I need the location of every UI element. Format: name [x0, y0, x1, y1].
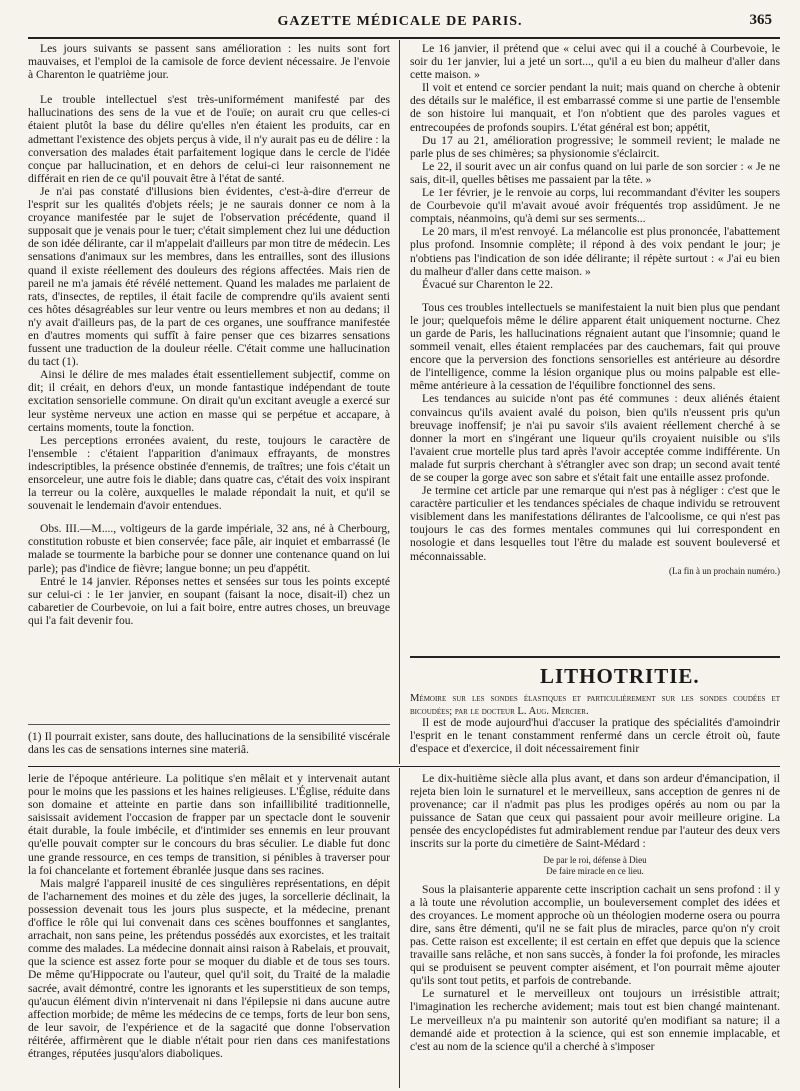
- paragraph: lerie de l'époque antérieure. La politique s'en mêlait et y intervenait autant pour le moins que les passions et les haines religieuses. L'Église, réduite dans son domaine et atteinte en partie dans son infaillibilité traditionnelle, saisissait avidement l'occasion de frapper par un spectacle dont le souvenir était durable, la foule imbécile, et d'intimider ses ennemis en leur prouvant qu'elle pouvait compter sur le concours du bras séculier. Le diable fut donc une grande ressource, en ces temps de transition, si pénibles à traverser pour la foi chancelante et fortement ébranlée jusque dans ses racines.: [28, 772, 390, 877]
- paragraph: Je n'ai pas constaté d'illusions bien évidentes, c'est-à-dire d'erreur de l'esprit sur les qualités d'objets réels; je ne saurais donner ce nom à la croyance manifestée par le sujet de l'observation précédente, quand il supposait que je venais pour le tuer; c'était simplement chez lui une déduction de son idée délirante, car il m'appelait d'ailleurs par mon titre de médecin. Les sensations d'animaux sur les membres, dans les entrailles, sont des illusions quand il existe réellement des douleurs des régions affectées. Mais rien de pareil ne m'a jamais été révélé nettement. Quand les malades me parlaient de rats, d'insectes, de reptiles, il était facile de comprendre qu'ils avaient senti ces hôtes désagréables sur leur ventre ou leurs membres et non au dedans; il n'y avait d'ailleurs pas, de la part de ces organes, une souffrance manifestée en d'autres moments qui suffît à faire penser que ces bizarres sensations fussent une traduction de la douleur réelle. C'était comme une hallucination du tact (1).: [28, 184, 390, 369]
- column-2-top: [410, 42, 780, 578]
- footnote-rule: [28, 724, 390, 725]
- column-divider-bottom: [399, 768, 400, 1088]
- paragraph: Le 20 mars, il m'est renvoyé. La mélancolie est plus prononcée, l'abattement plus profond. Insomnie complète; il répond à des voix pendant le jour; je n'obtiens pas l'indication de son idée délirante; il répète surtout : « J'ai eu bien du malheur d'aller dans cette maison. »: [410, 225, 780, 278]
- paragraph: Tous ces troubles intellectuels se manifestaient la nuit bien plus que pendant le jour; quelquefois même le délire apparent était uniquement nocturne. Chez un garde de Paris, les hallucinations régnaient autant que l'insomnie; quand le sommeil venait, elles étaient remplacées par des cauchemars, fait qui prouve encore que la perversion des fonctions sensorielles est antérieure au désordre de l'intelligence, comme la lésion organique plus ou moins palpable est elle-même antérieure à la cessation de l'équilibre fonctionnel des sens.: [410, 300, 780, 393]
- paragraph: Les tendances au suicide n'ont pas été communes : deux aliénés étaient convaincus qu'ils avaient avalé du poison, bien qu'ils n'eussent pris qu'un breuvage inoffensif; je n'ai pu savoir s'ils avaient réellement cherché à se donner la mort en s'ingérant une liqueur qu'ils croyaient nuisible ou s'ils l'avaient crue mortelle plus tard après l'avoir acceptée comme indifférente. Un malade fut surpris cherchant à s'étrangler avec son drap; un second avait tenté de se couper la gorge avec son sabre et s'était fait une entaille assez profonde.: [410, 392, 780, 484]
- section-title: LITHOTRITIE.: [540, 664, 700, 688]
- column-2-bottom: [410, 772, 780, 1053]
- paragraph: Entré le 14 janvier. Réponses nettes et sensées sur tous les points excepté sur celui-ci : le 1er janvier, en soupant (faisant la noce, disait-il) chez un cabaretier de Courbevoie, on lui a fait boire, entre autres choses, un breuvage qui l'a fait devenir fou.: [28, 574, 390, 627]
- paragraph: Évacué sur Charenton le 22.: [422, 277, 554, 291]
- paragraph: Le 16 janvier, il prétend que « celui avec qui il a couché à Courbevoie, le soir du 1er janvier, lui a jeté un sort..., qu'il a eu bien du malheur d'aller dans cette maison. »: [410, 42, 780, 82]
- quote-line: De faire miracle en ce lieu.: [546, 865, 644, 876]
- section-body: [410, 716, 780, 755]
- paragraph: Le 22, il sourit avec un air confus quand on lui parle de son sorcier : « Je ne sais, dit-il, quelles bêtises me passaient par la tête. »: [410, 159, 780, 186]
- paragraph: Il est de mode aujourd'hui d'accuser la pratique des spécialités d'amoindrir l'esprit en le tenant constamment renfermé dans un cercle étroit où, faute d'espace et d'exercice, il doit nécessairement finir: [410, 716, 780, 756]
- paragraph: Le 1er février, je le renvoie au corps, lui recommandant d'éviter les soupers de Courbevoie qu'il m'avait avoué avoir fréquentés trop assidûment. Je ne comptais, néanmoins, qu'à demi sur ses serments...: [410, 186, 780, 226]
- header-rule: [28, 37, 780, 39]
- paragraph: Mais malgré l'appareil inusité de ces singulières représentations, en dépit de l'acharnement des moines et du zèle des juges, la sorcellerie déclinait, la possession devenait tous les jours plus suspecte, et la médecine, prenant d'office le rôle qui lui convenait dans ces scènes bouffonnes et sanglantes, arrachait, non sans peine, les prétendus possédés aux exorcistes, et les traitait comme des malades. La médecine donnait ainsi raison à Rabelais, et prouvait, que la science est assez forte pour se moquer du diable et de tous ses tours. De même qu'Hippocrate ou l'auteur, quel qu'il soit, du Traité de la maladie sacrée, avait démontré, contre les ignorants et les superstitieux de son temps, qu'aucun élément divin n'intervenait ni dans l'épilepsie ni dans aucune autre affection morbide; de même les médecins de ce temps, forts de leur bon sens, de leur savoir, de l'expérience et de la sagacité que donne l'observation réitérée, affirmèrent que le diable n'était pour rien dans ces manifestations étranges, réputées jusqu'alors diaboliques.: [28, 876, 390, 1060]
- quote-line: De par le roi, défense à Dieu: [543, 854, 647, 865]
- page-number: 365: [749, 12, 772, 28]
- paragraph: Du 17 au 21, amélioration progressive; le sommeil revient; le malade ne parle plus de ses chimères; sa physionomie s'éclaircit.: [410, 133, 780, 160]
- journal-title: GAZETTE MÉDICALE DE PARIS.: [277, 14, 523, 29]
- continuation-note: (La fin à un prochain numéro.): [669, 565, 780, 576]
- paragraph: Les perceptions erronées avaient, du reste, toujours le caractère de l'ensemble : c'étaient l'apparition d'animaux effrayants, de monstres indescriptibles, la présence obstinée d'ennemis, de traîtres; une fois c'était un ensorceleur, une autre fois le diable; dans quatre cas, c'était des voix inspirant la terreur ou la colère, auxquelles le malade répondait la nuit, et qu'il se souvenait le lendemain d'avoir entendues.: [28, 433, 390, 513]
- paragraph: Obs. III.—M...., voltigeurs de la garde impériale, 32 ans, né à Cherbourg, constitution robuste et bien conservée; face pâle, air inquiet et embarrassé (le malade se tourmente la barbiche pour se donner une contenance quand on lui parle); pas d'indice de fièvre; langue bonne; un peu d'appétit.: [28, 522, 390, 575]
- column-1-top: [28, 42, 390, 627]
- section-subtitle: Mémoire sur les sondes élastiques et particulièrement sur les sondes coudées et bicoudées; par le docteur L. Aug. Mercier.: [410, 693, 780, 717]
- paragraph: Il voit et entend ce sorcier pendant la nuit; mais quand on cherche à obtenir des détails sur le maléfice, il est embarrassé comme si une partie de l'ensemble de son histoire lui manquait, et l'on n'obtient que des paroles vagues et entrecoupées de profonds soupirs. L'état général est bon; appétit,: [410, 81, 780, 134]
- column-1-bottom: [28, 772, 390, 1060]
- paragraph: Le trouble intellectuel s'est très-uniformément manifesté par des hallucinations des sens de la vue et de l'ouïe; on aurait cru que celles-ci étaient plutôt la base du délire qu'elles n'en étaient les produits, car en admettant l'existence des objets perçus à vide, il n'y aurait pas eu de délire : la conversation des malades était parfaitement logique dans le cercle de l'idée conçue par hallucination, et en dehors de celui-ci leur raisonnement ne différait en rien de ce qu'il pouvait être à l'état de santé.: [28, 93, 390, 185]
- section-heading: [410, 656, 780, 718]
- paragraph: Je termine cet article par une remarque qui n'est pas à négliger : c'est que le caractère particulier et les tendances spéciales de chaque individu se retrouvent visiblement dans les manifestations délirantes de l'alcoolisme, ce qui n'est pas toujours le cas des formes mentales communes qui lui correspondent en nosologie et dans lesquelles tout l'être du malade est souvent bouleversé et méconnaissable.: [410, 484, 780, 563]
- inscription-quote: [410, 855, 780, 877]
- paragraph: Le dix-huitième siècle alla plus avant, et dans son ardeur d'émancipation, il rejeta bien loin le surnaturel et le merveilleux, sans acception de genres ni de provenance; car il n'admit pas plus les prodiges opérés au nom ou par la puissance de Satan que ceux qui passaient pour avoir meilleure origine. La pensée des encyclopédistes fut admirablement rendue par l'auteur des deux vers inscrits sur la porte du cimetière de Saint-Médard :: [410, 772, 780, 851]
- paragraph: Ainsi le délire de mes malades était essentiellement subjectif, comme on dit; il créait, en dehors d'eux, un monde fantastique indépendant de toute excitation sensorielle commune. On dirait qu'un excitant aveugle a exercé sur leur système nerveux une action en masse qui se perpétue et accapare, à certains moments, toute la fonction.: [28, 368, 390, 434]
- footnote: (1) Il pourrait exister, sans doute, des hallucinations de la sensibilité viscérale dans les cas de sensations internes sine materiâ.: [28, 730, 390, 757]
- column-divider-top: [399, 40, 400, 764]
- paragraph: Sous la plaisanterie apparente cette inscription cachait un sens profond : il y a là toute une révolution accomplie, un bouleversement complet des idées et des croyances. Le moment approche où un théologien moderne osera ou pourra dire, sans être démenti, qu'il ne se fait plus de miracles, parce qu'on n'y croit pas. Cette raison est excellente; il est certain en effet que depuis que la science travaille sans relâche, et non sans succès, à fonder la foi profonde, les miracles qui se produisent se peuvent compter aisément, et l'on pourrait même ajouter qu'ils sont tout petits, et parfois de contrebande.: [410, 882, 780, 988]
- page-bottom-divider: [28, 766, 780, 767]
- paragraph: Les jours suivants se passent sans amélioration : les nuits sont fort mauvaises, et l'emploi de la camisole de force devient nécessaire. Je l'envoie à Charenton le quatrième jour.: [28, 42, 390, 82]
- paragraph: Le surnaturel et le merveilleux ont toujours un irrésistible attrait; l'imagination les recherche avidement; mais tout est bien changé maintenant. Le merveilleux n'a pu maintenir son autorité qu'en modifiant sa nature; il a demandé aide et protection à la science, qui est son ennemie implacable, et c'est au nom de la science qu'il a cherché à s'imposer: [410, 987, 780, 1053]
